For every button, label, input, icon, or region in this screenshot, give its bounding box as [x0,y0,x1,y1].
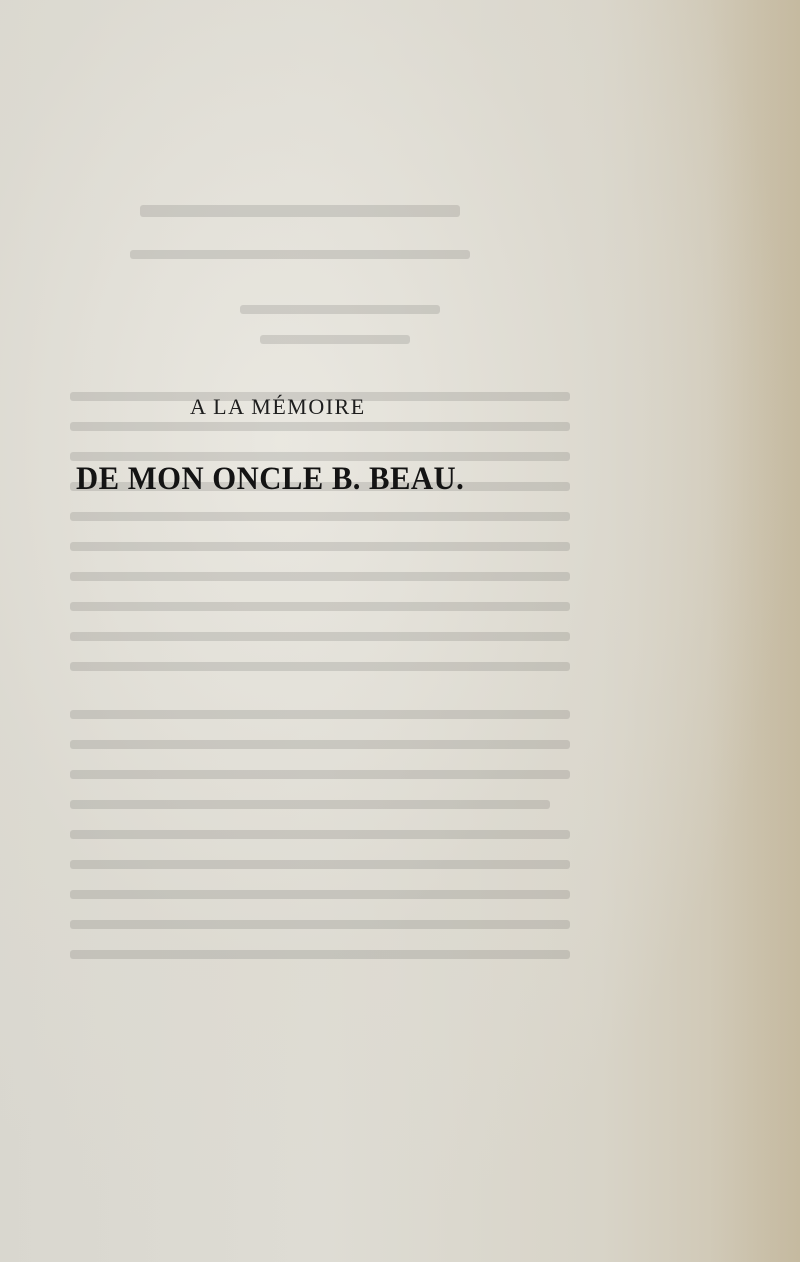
dedication-line-2: DE MON ONCLE B. BEAU. [76,461,465,497]
dedication-line-1: A LA MÉMOIRE [190,394,366,419]
